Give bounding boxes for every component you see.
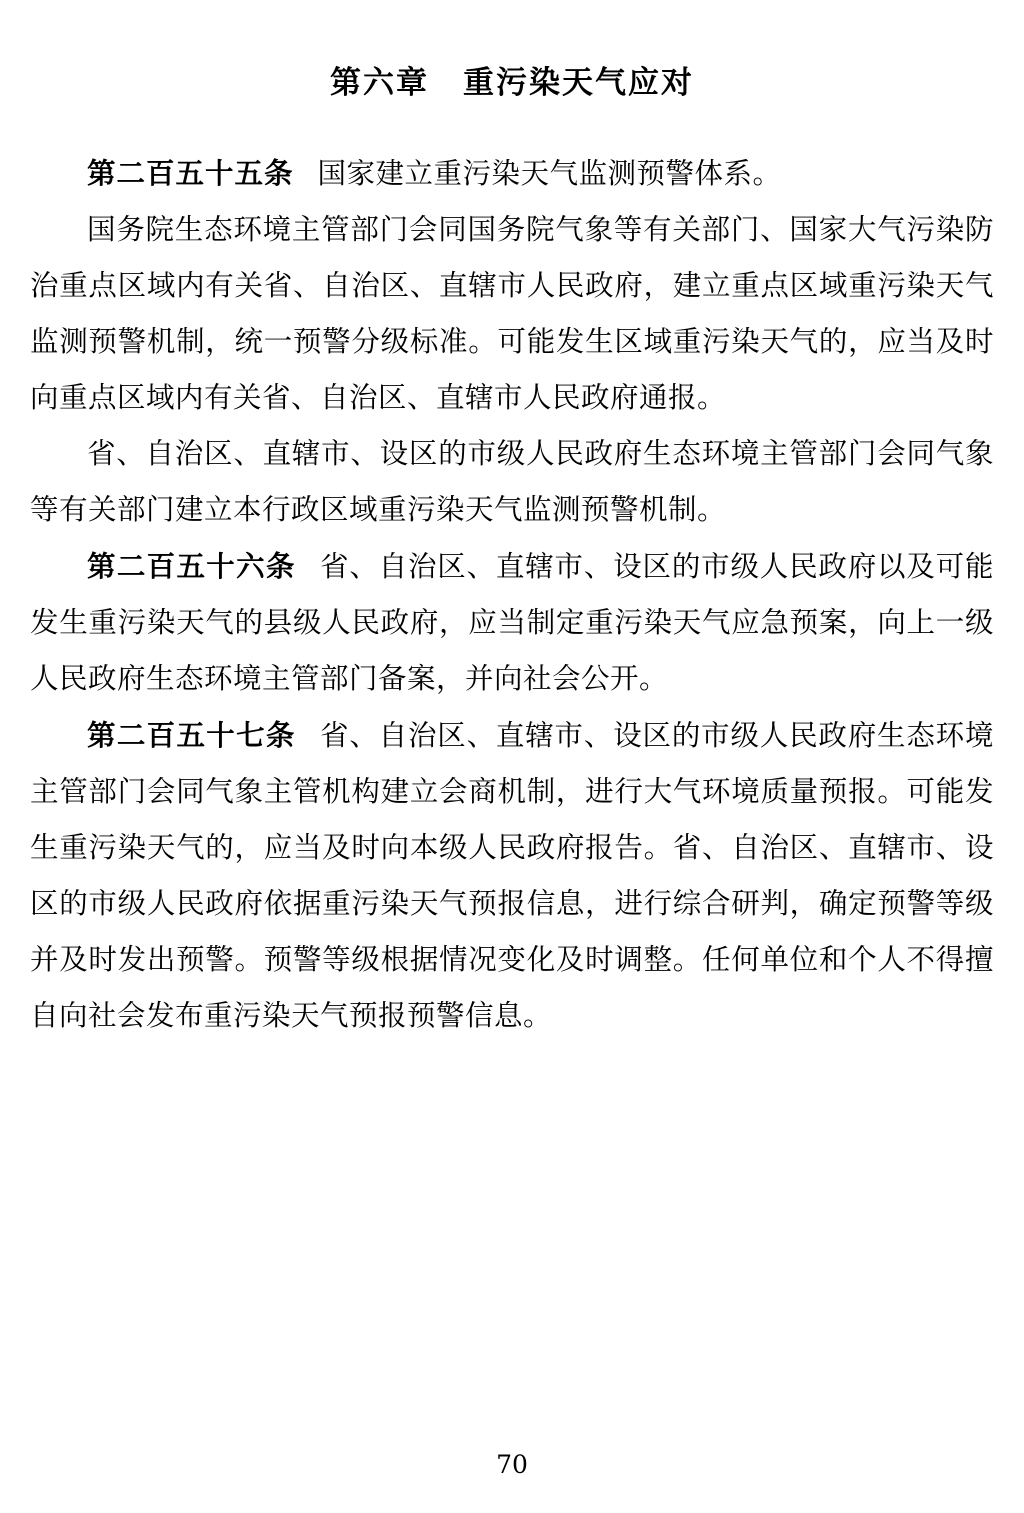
article-256-paragraph-1: 省、自治区、直辖市、设区的市级人民政府以及可能发生重污染天气的县级人民政府，应当制定重污染天气应急预案，向上一级人民政府生态环境主管部门备案，并向社会公开。 xyxy=(30,550,994,696)
article-255-paragraph-1: 国家建立重污染天气监测预警体系。 xyxy=(317,157,782,191)
article-255 xyxy=(30,145,994,538)
chapter-heading xyxy=(30,62,994,105)
article-255-paragraph-3: 省、自治区、直辖市、设区的市级人民政府生态环境主管部门会同气象等有关部门建立本行政区域重污染天气监测预警机制。 xyxy=(30,437,994,527)
article-number: 第二百五十七条 xyxy=(87,718,296,753)
article-256 xyxy=(30,538,994,707)
article-257-lead xyxy=(30,707,994,1044)
article-number: 第二百五十六条 xyxy=(87,549,296,584)
page-number: 70 xyxy=(496,1450,528,1479)
article-257-paragraph-1: 省、自治区、直辖市、设区的市级人民政府生态环境主管部门会同气象主管机构建立会商机制，进行大气环境质量预报。可能发生重污染天气的，应当及时向本级人民政府报告。省、自治区、直辖市、设区的市级人民政府依据重污染天气预报信息，进行综合研判，确定预警等级并及时发出预警。预警等级根据情况变化及时调整。任何单位和个人不得擅自向社会发布重污染天气预报预警信息。 xyxy=(30,719,994,1033)
article-number: 第二百五十五条 xyxy=(87,156,294,191)
article-255-lead xyxy=(30,145,994,202)
article-257 xyxy=(30,707,994,1044)
article-255-paragraph-2: 国务院生态环境主管部门会同国务院气象等有关部门、国家大气污染防治重点区域内有关省、自治区、直辖市人民政府，建立重点区域重污染天气监测预警机制，统一预警分级标准。可能发生区域重污染天气的，应当及时向重点区域内有关省、自治区、直辖市人民政府通报。 xyxy=(30,213,994,415)
article-256-lead xyxy=(30,538,994,707)
chapter-number: 第六章 xyxy=(330,65,429,101)
chapter-title-text: 重污染天气应对 xyxy=(463,65,694,101)
